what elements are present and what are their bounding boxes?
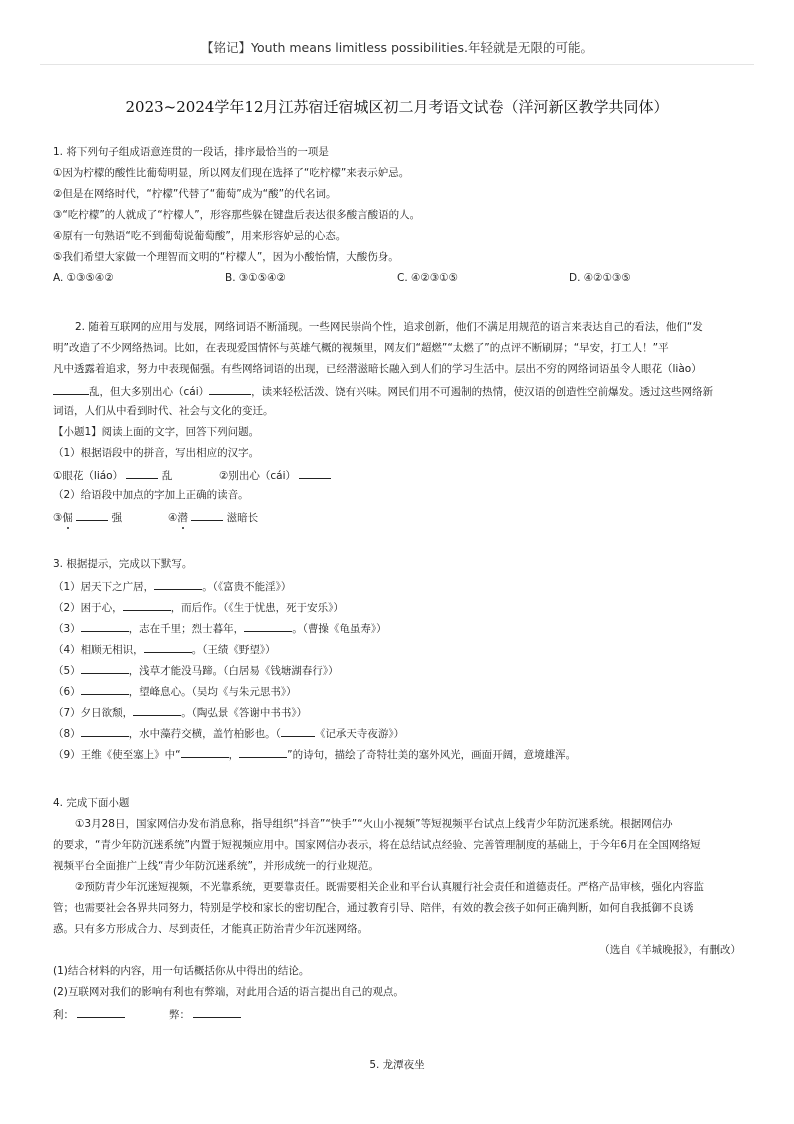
blank[interactable] — [76, 509, 108, 521]
blank[interactable] — [281, 725, 315, 737]
q2-part-a: （1）根据语段中的拼音，写出相应的汉字。 — [53, 447, 260, 459]
q1-sentence-3: ③“吃柠檬”的人就成了“柠檬人”，形容那些躲在键盘后表达很多酸言酸语的人。 — [53, 209, 421, 221]
q2-para-line-4: 乱，但大多别出心（cái） ，读来轻松活泼、饶有兴味。网民们用不可遏制的热情，使汉语的创造性空前爆发。透过这些网络新 — [53, 383, 713, 399]
q1-sentence-4: ④原有一句熟语“吃不到葡萄说葡萄酸”，用来形容妒忌的心态。 — [53, 230, 347, 242]
blank[interactable] — [193, 1006, 241, 1018]
blank[interactable] — [154, 578, 202, 590]
question-4 — [53, 796, 741, 1026]
q4-source: （选自《羊城晚报》，有删改） — [599, 944, 741, 956]
q2-para-line-5: 词语，人们从中看到时代、社会与文化的变迁。 — [53, 405, 274, 417]
question-1 — [53, 145, 741, 285]
blank[interactable] — [181, 746, 229, 758]
q4-para-line-3: 视频平台全面推广上线“青少年防沉迷系统”，并形成统一的行业规范。 — [53, 860, 379, 872]
q1-option-d[interactable]: D. ④②①③⑤ — [569, 272, 631, 284]
q3-line-6: （6） ，望峰息心。（吴均《与朱元思书》） — [53, 683, 297, 699]
q2-part-b: （2）给语段中加点的字加上正确的读音。 — [53, 489, 249, 501]
q3-line-8: （8） ，水中藻荇交横，盖竹柏影也。（ 《记承天寺夜游》） — [53, 725, 404, 741]
question-3 — [53, 557, 741, 767]
q2-para-line-1: 2. 随着互联网的应用与发展，网络词语不断涌现。一些网民崇尚个性，追求创新，他们不满足用规范的语言来表达自己的看法，他们“发 — [75, 321, 703, 333]
q2-answer-b2: ④潜 滋暗长 — [168, 509, 258, 525]
blank[interactable] — [123, 599, 171, 611]
q3-line-2: （2）困于心， ，而后作。（《生于忧患，死于安乐》） — [53, 599, 344, 615]
header-divider — [40, 64, 754, 65]
q3-line-9: （9）王维《使至塞上》中“ ， ”的诗句，描绘了奇特壮美的塞外风光，画面开阔，意境雄浑。 — [53, 746, 576, 762]
question-2 — [53, 320, 741, 525]
q1-sentence-2: ②但是在网络时代，“柠檬”代替了“葡萄”成为“酸”的代名词。 — [53, 188, 337, 200]
q1-option-c[interactable]: C. ④②③①⑤ — [397, 272, 459, 284]
blank[interactable] — [133, 704, 181, 716]
q4-para-line-1: ①3月28日，国家网信办发布消息称，指导组织“抖音”“快手”“火山小视频”等短视频平台试点上线青少年防沉迷系统。根据网信办 — [75, 818, 673, 830]
q3-stem: 3. 根据提示，完成以下默写。 — [53, 558, 193, 570]
blank[interactable] — [191, 509, 223, 521]
q3-line-5: （5） ，浅草才能没马蹄。（白居易《钱塘湖春行》） — [53, 662, 339, 678]
blank[interactable] — [81, 662, 129, 674]
blank[interactable] — [126, 467, 158, 479]
q4-stem: 4. 完成下面小题 — [53, 797, 130, 809]
q2-answer-a2: ②别出心（cái） — [219, 467, 331, 483]
blank[interactable] — [144, 641, 192, 653]
next-question-heading: 5. 龙潭夜坐 — [369, 1059, 425, 1071]
q1-sentence-1: ①因为柠檬的酸性比葡萄明显，所以网友们现在选择了“吃柠檬”来表示妒忌。 — [53, 167, 410, 179]
q4-para-line-4: ②预防青少年沉迷短视频，不光靠系统，更要靠责任。既需要相关企业和平台认真履行社会责任和道德责任。严格产品审核，强化内容监 — [75, 881, 704, 893]
q1-stem: 1. 将下列句子组成语意连贯的一段话，排序最恰当的一项是 — [53, 146, 329, 158]
page-title: 2023~2024学年12月江苏宿迁宿城区初二月考语文试卷（洋河新区教学共同体） — [125, 98, 669, 116]
blank[interactable] — [53, 383, 89, 395]
q3-line-1: （1）居天下之广居， 。（《富贵不能淫》） — [53, 578, 291, 594]
blank[interactable] — [81, 725, 129, 737]
blank[interactable] — [299, 467, 331, 479]
q4-para-line-2: 的要求，“青少年防沉迷系统”内置于短视频应用中。国家网信办表示，将在总结试点经验、完善管理制度的基础上，于今年6月在全国网络短 — [53, 839, 701, 851]
q3-line-3: （3） ，志在千里；烈士暮年， 。（曹操《龟虽寿》） — [53, 620, 387, 636]
q1-option-a[interactable]: A. ①③⑤④② — [53, 272, 114, 284]
q4-con-answer: 弊： — [169, 1006, 241, 1022]
q4-para-line-6: 惑。只有多方形成合力、尽到责任，才能真正防治青少年沉迷网络。 — [53, 923, 368, 935]
blank[interactable] — [239, 746, 287, 758]
q3-line-4: （4）相顾无相识， 。（王绩《野望》） — [53, 641, 276, 657]
blank[interactable] — [244, 620, 292, 632]
blank[interactable] — [81, 620, 129, 632]
q2-para-line-2: 明”改造了不少网络热词。比如，在表现爱国情怀与英雄气概的视频里，网友们“超燃”“太燃了”的点评不断刷屏；“早安，打工人！”平 — [53, 342, 669, 354]
blank[interactable] — [209, 383, 251, 395]
q4-subquestion-1: (1)结合材料的内容，用一句话概括你从中得出的结论。 — [53, 965, 310, 977]
q4-subquestion-2: (2)互联网对我们的影响有利也有弊端，对此用合适的语言提出自己的观点。 — [53, 986, 404, 998]
q2-answer-b1: ③倔 强 — [53, 509, 122, 525]
q2-answer-a1: ①眼花（liáo） 乱 — [53, 467, 172, 483]
q4-pro-answer: 利： — [53, 1006, 125, 1022]
q4-para-line-5: 管；也需要社会各界共同努力，特别是学校和家长的密切配合，通过教育引导、陪伴，有效的教会孩子如何正确判断，如何自我抵御不良诱 — [53, 902, 694, 914]
blank[interactable] — [77, 1006, 125, 1018]
q1-option-b[interactable]: B. ③①⑤④② — [225, 272, 286, 284]
q2-para-line-3: 凡中透露着追求，努力中表现倔强。有些网络词语的出现，已经潜滋暗长融入到人们的学习生活中。层出不穷的网络词语虽令人眼花（liào） — [53, 363, 702, 375]
q2-subquestion-1: 【小题1】阅读上面的文字，回答下列问题。 — [53, 426, 260, 438]
q1-sentence-5: ⑤我们希望大家做一个理智而文明的“柠檬人”，因为小酸怡情，大酸伤身。 — [53, 251, 399, 263]
blank[interactable] — [81, 683, 129, 695]
q3-line-7: （7）夕日欲颓， 。（陶弘景《答谢中书书》） — [53, 704, 307, 720]
header-motto: 【铭记】Youth means limitless possibilities.年轻就是无限的可能。 — [201, 40, 593, 55]
